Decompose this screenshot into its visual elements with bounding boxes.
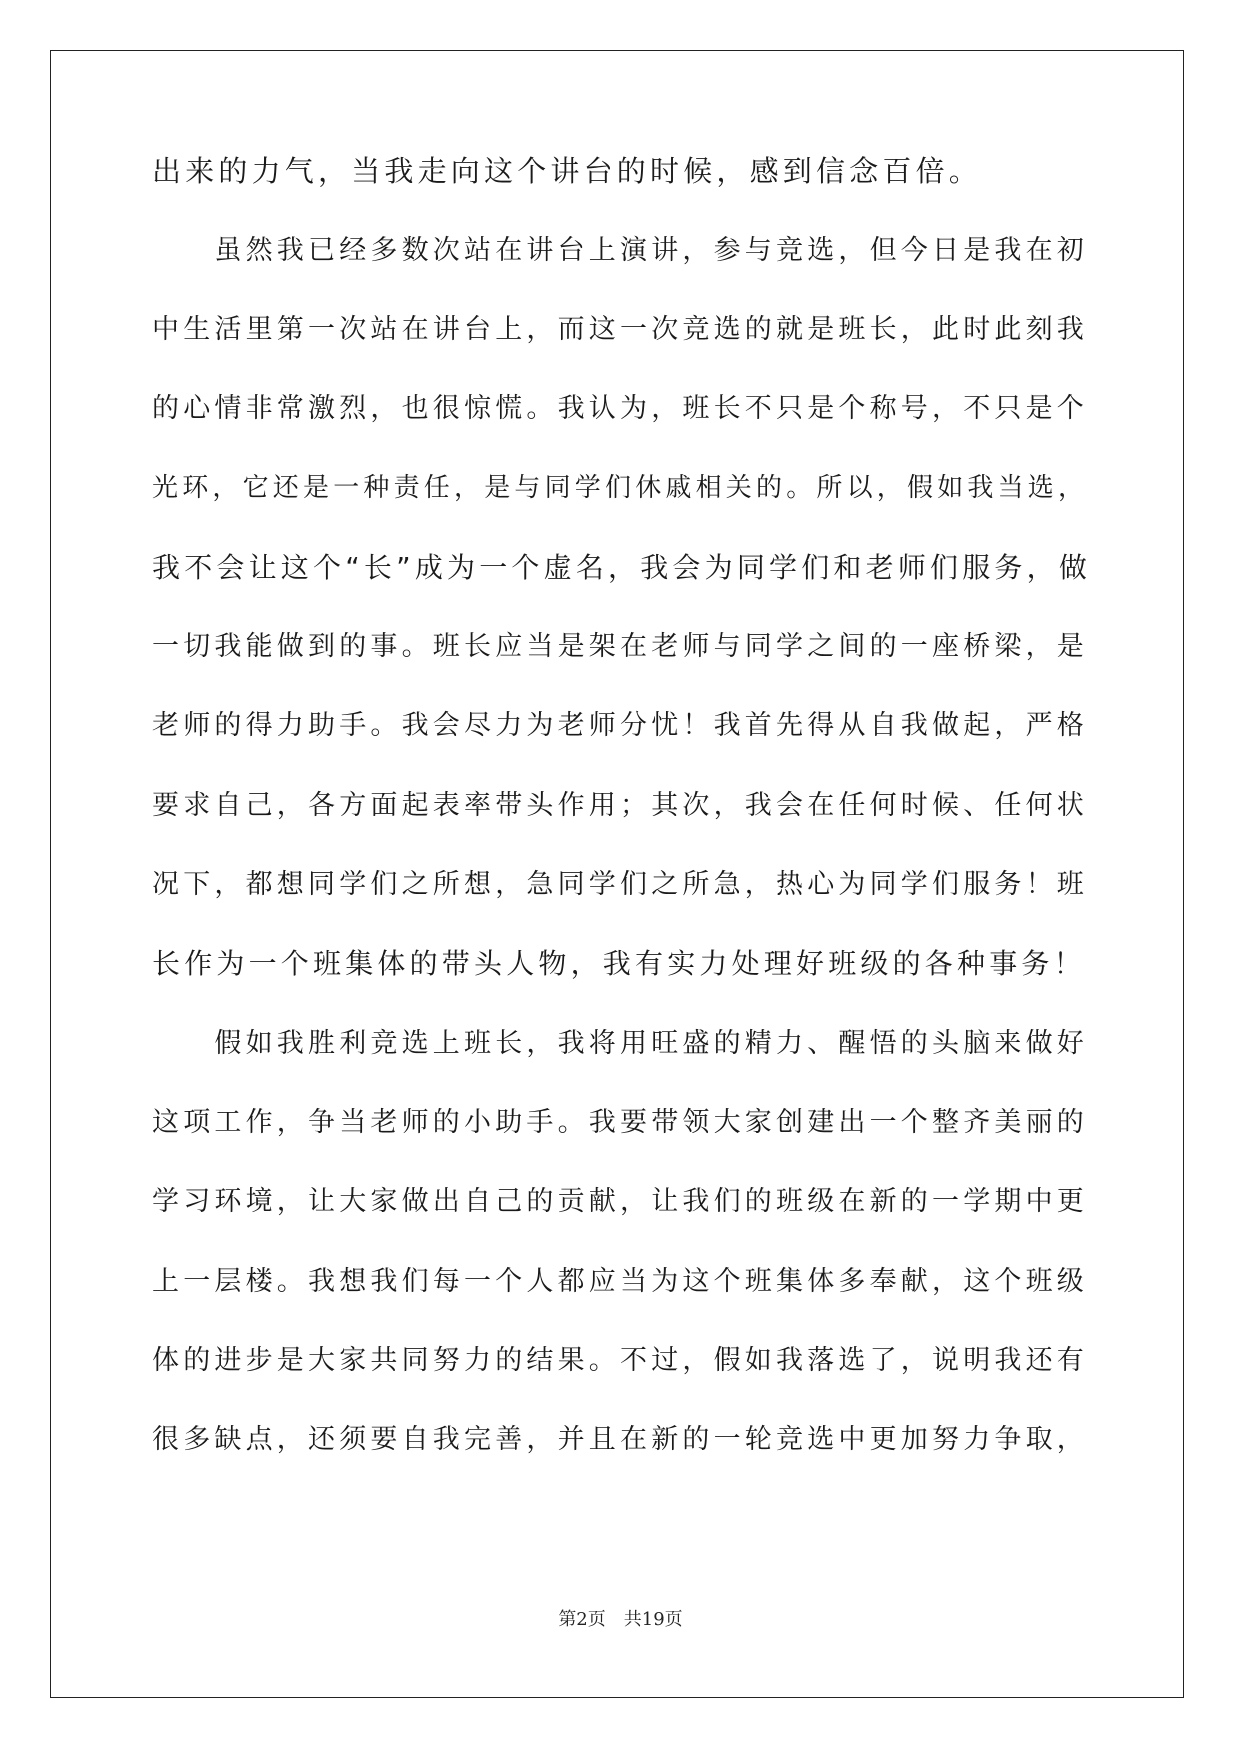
text-line: 我不会让这个“长”成为一个虚名，我会为同学们和老师们服务，做 — [152, 551, 1092, 584]
text-line: 体的进步是大家共同努力的结果。不过，假如我落选了，说明我还有 — [152, 1345, 1088, 1376]
text-line: 出来的力气，当我走向这个讲台的时候，感到信念百倍。 — [152, 154, 983, 188]
text-line: 虽然我已经多数次站在讲台上演讲，参与竞选，但今日是我在初 — [152, 235, 1088, 266]
text-line: 上一层楼。我想我们每一个人都应当为这个班集体多奉献，这个班级 — [152, 1266, 1088, 1297]
text-line: 学习环境，让大家做出自己的贡献，让我们的班级在新的一学期中更 — [152, 1186, 1088, 1217]
text-line: 光环，它还是一种责任，是与同学们休戚相关的。所以，假如我当选， — [152, 473, 1089, 503]
text-line: 很多缺点，还须要自我完善，并且在新的一轮竞选中更加努力争取， — [152, 1424, 1088, 1455]
text-line: 一切我能做到的事。班长应当是架在老师与同学之间的一座桥梁，是 — [152, 631, 1088, 662]
page-number: 第2页 — [558, 1609, 606, 1630]
text-line: 的心情非常激烈，也很惊慌。我认为，班长不只是个称号，不只是个 — [152, 393, 1088, 424]
text-line: 况下，都想同学们之所想，急同学们之所急，热心为同学们服务！班 — [152, 869, 1088, 900]
text-line: 假如我胜利竞选上班长，我将用旺盛的精力、醒悟的头脑来做好 — [152, 1028, 1088, 1059]
text-line: 这项工作，争当老师的小助手。我要带领大家创建出一个整齐美丽的 — [152, 1107, 1088, 1138]
page-total: 共19页 — [623, 1609, 683, 1630]
text-line: 老师的得力助手。我会尽力为老师分忧！我首先得从自我做起，严格 — [152, 710, 1088, 741]
text-line: 长作为一个班集体的带头人物，我有实力处理好班级的各种事务！ — [152, 947, 1086, 980]
text-line: 要求自己，各方面起表率带头作用；其次，我会在任何时候、任何状 — [152, 790, 1088, 821]
text-line: 中生活里第一次站在讲台上，而这一次竞选的就是班长，此时此刻我 — [152, 314, 1088, 345]
page-footer — [0, 1605, 1241, 1631]
